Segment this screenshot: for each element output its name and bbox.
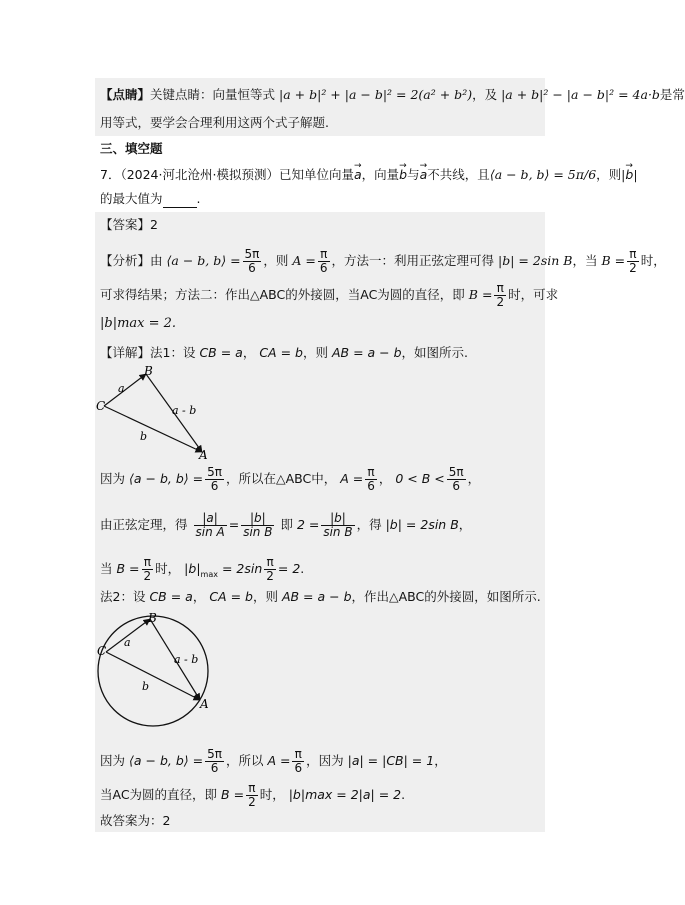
label-A: A (199, 448, 208, 462)
answer-label: 【答案】 (100, 217, 151, 232)
detail-law-of-sines: 由正弦定理，得 $\frac{|a|}{\text{sin A}}$ = $\frac{|b|}{\text{sin B}}$ 即 2 = $\frac{|b|}{\text{sin B}}$ ，得 |b| = 2sin B， (100, 511, 472, 539)
label-vec-b: b (142, 680, 150, 693)
tip-text-1: 关键点睛：向量恒等式 (150, 87, 276, 102)
tip-tag: 【点睛】 (100, 87, 151, 102)
answer-blank (163, 195, 197, 208)
label-vec-b: b (140, 430, 148, 443)
answer-line (100, 216, 158, 234)
tip-identity-2: |a + b|² − |a − b|² = 4a·b (501, 87, 660, 102)
question-condition: ⟨a − b, b⟩ = 5π/6 (489, 167, 597, 182)
figure-triangle (96, 364, 208, 460)
label-C: C (97, 644, 107, 658)
label-vec-a: a (118, 382, 125, 395)
detail-max-2: 当AC为圆的直径，即 B = $\frac{\pi}{2}$ 时， |b|max = 2|a| = 2. (100, 781, 406, 809)
label-vec-a-minus-b: a - b (174, 653, 199, 666)
detail-because-1: 因为 ⟨a − b, b⟩ = $\frac{5\pi}{6}$ ，所以在△ABC中， A = $\frac{\pi}{6}$ ， 0 < B < $\frac{5\pi}{6}$ ， (100, 465, 481, 493)
question-text-2: ，向量 (361, 167, 400, 182)
label-A: A (200, 697, 209, 711)
vector-a-line (104, 374, 146, 406)
question-text-1: 已知单位向量 (278, 167, 354, 182)
answer-value: 2 (150, 217, 158, 232)
tip-text-2: ，及 (472, 87, 498, 102)
label-vec-a: a (124, 636, 131, 649)
tip-line-2 (100, 114, 329, 132)
question-source: （2024·河北沧州·模拟预测） (120, 167, 279, 182)
triangle-svg (96, 364, 208, 460)
analysis-line-2: 可求得结果；方法二：作出△ABC的外接圆，当AC为圆的直径，即 B = $\frac{\pi}{2}$ 时，可求 (100, 281, 559, 309)
analysis-line-3: |b|max = 2. (100, 316, 177, 331)
figure-circle (96, 610, 210, 730)
question-text-3: 与 (407, 167, 420, 182)
label-B: B (144, 364, 153, 378)
question-text-4: 不共线，且 (427, 167, 490, 182)
circumcircle (98, 616, 208, 726)
detail-conclusion: 故答案为：2 (100, 813, 171, 828)
tip-line-2-text: 用等式，要学会合理利用这两个式子解题. (100, 115, 329, 130)
circle-svg (96, 610, 210, 730)
question-line-2-text: 的最大值为 (100, 191, 163, 206)
section-heading: 三、填空题 (100, 141, 163, 156)
question-line-1: 7．（2024·河北沧州·模拟预测）已知单位向量→ a，向量→ b与→ a不共线，且⟨a − b, b⟩ = 5π/6，则|→ b| (100, 166, 638, 184)
label-C: C (96, 399, 106, 413)
detail-max-1: 当 B = $\frac{\pi}{2}$ 时， $|b|_{max} = 2\sin$ $\frac{\pi}{2}$ = 2. (100, 555, 305, 583)
question-text-5: ，则 (596, 167, 622, 182)
question-line-2: 的最大值为 . (100, 191, 201, 206)
tip-identity-1: |a + b|² + |a − b|² = 2(a² + b²) (279, 87, 473, 102)
tip-text-3: 是常 (659, 87, 685, 102)
detail-method1-line: 【详解】法1：设 CB = a， CA = b，则 AB = a − b，如图所示. (100, 345, 469, 360)
detail-because-2: 因为 ⟨a − b, b⟩ = $\frac{5\pi}{6}$ ，所以 A = $\frac{\pi}{6}$ ，因为 |a| = |CB| = 1， (100, 747, 447, 775)
analysis-line-1: 【分析】由 ⟨a − b, b⟩ = $\frac{5\pi}{6}$ ，则 A = $\frac{\pi}{6}$ ，方法一：利用正弦定理可得 |b| = 2sin B，当 B = $\frac{\pi}{2}$ 时， (100, 247, 666, 275)
label-B: B (148, 611, 157, 625)
detail-method2-line: 法2：设 CB = a， CA = b，则 AB = a − b，作出△ABC的外接圆，如图所示. (100, 589, 541, 604)
question-number: 7． (100, 167, 121, 182)
tip-line-1 (100, 86, 685, 104)
label-vec-a-minus-b: a - b (172, 404, 197, 417)
